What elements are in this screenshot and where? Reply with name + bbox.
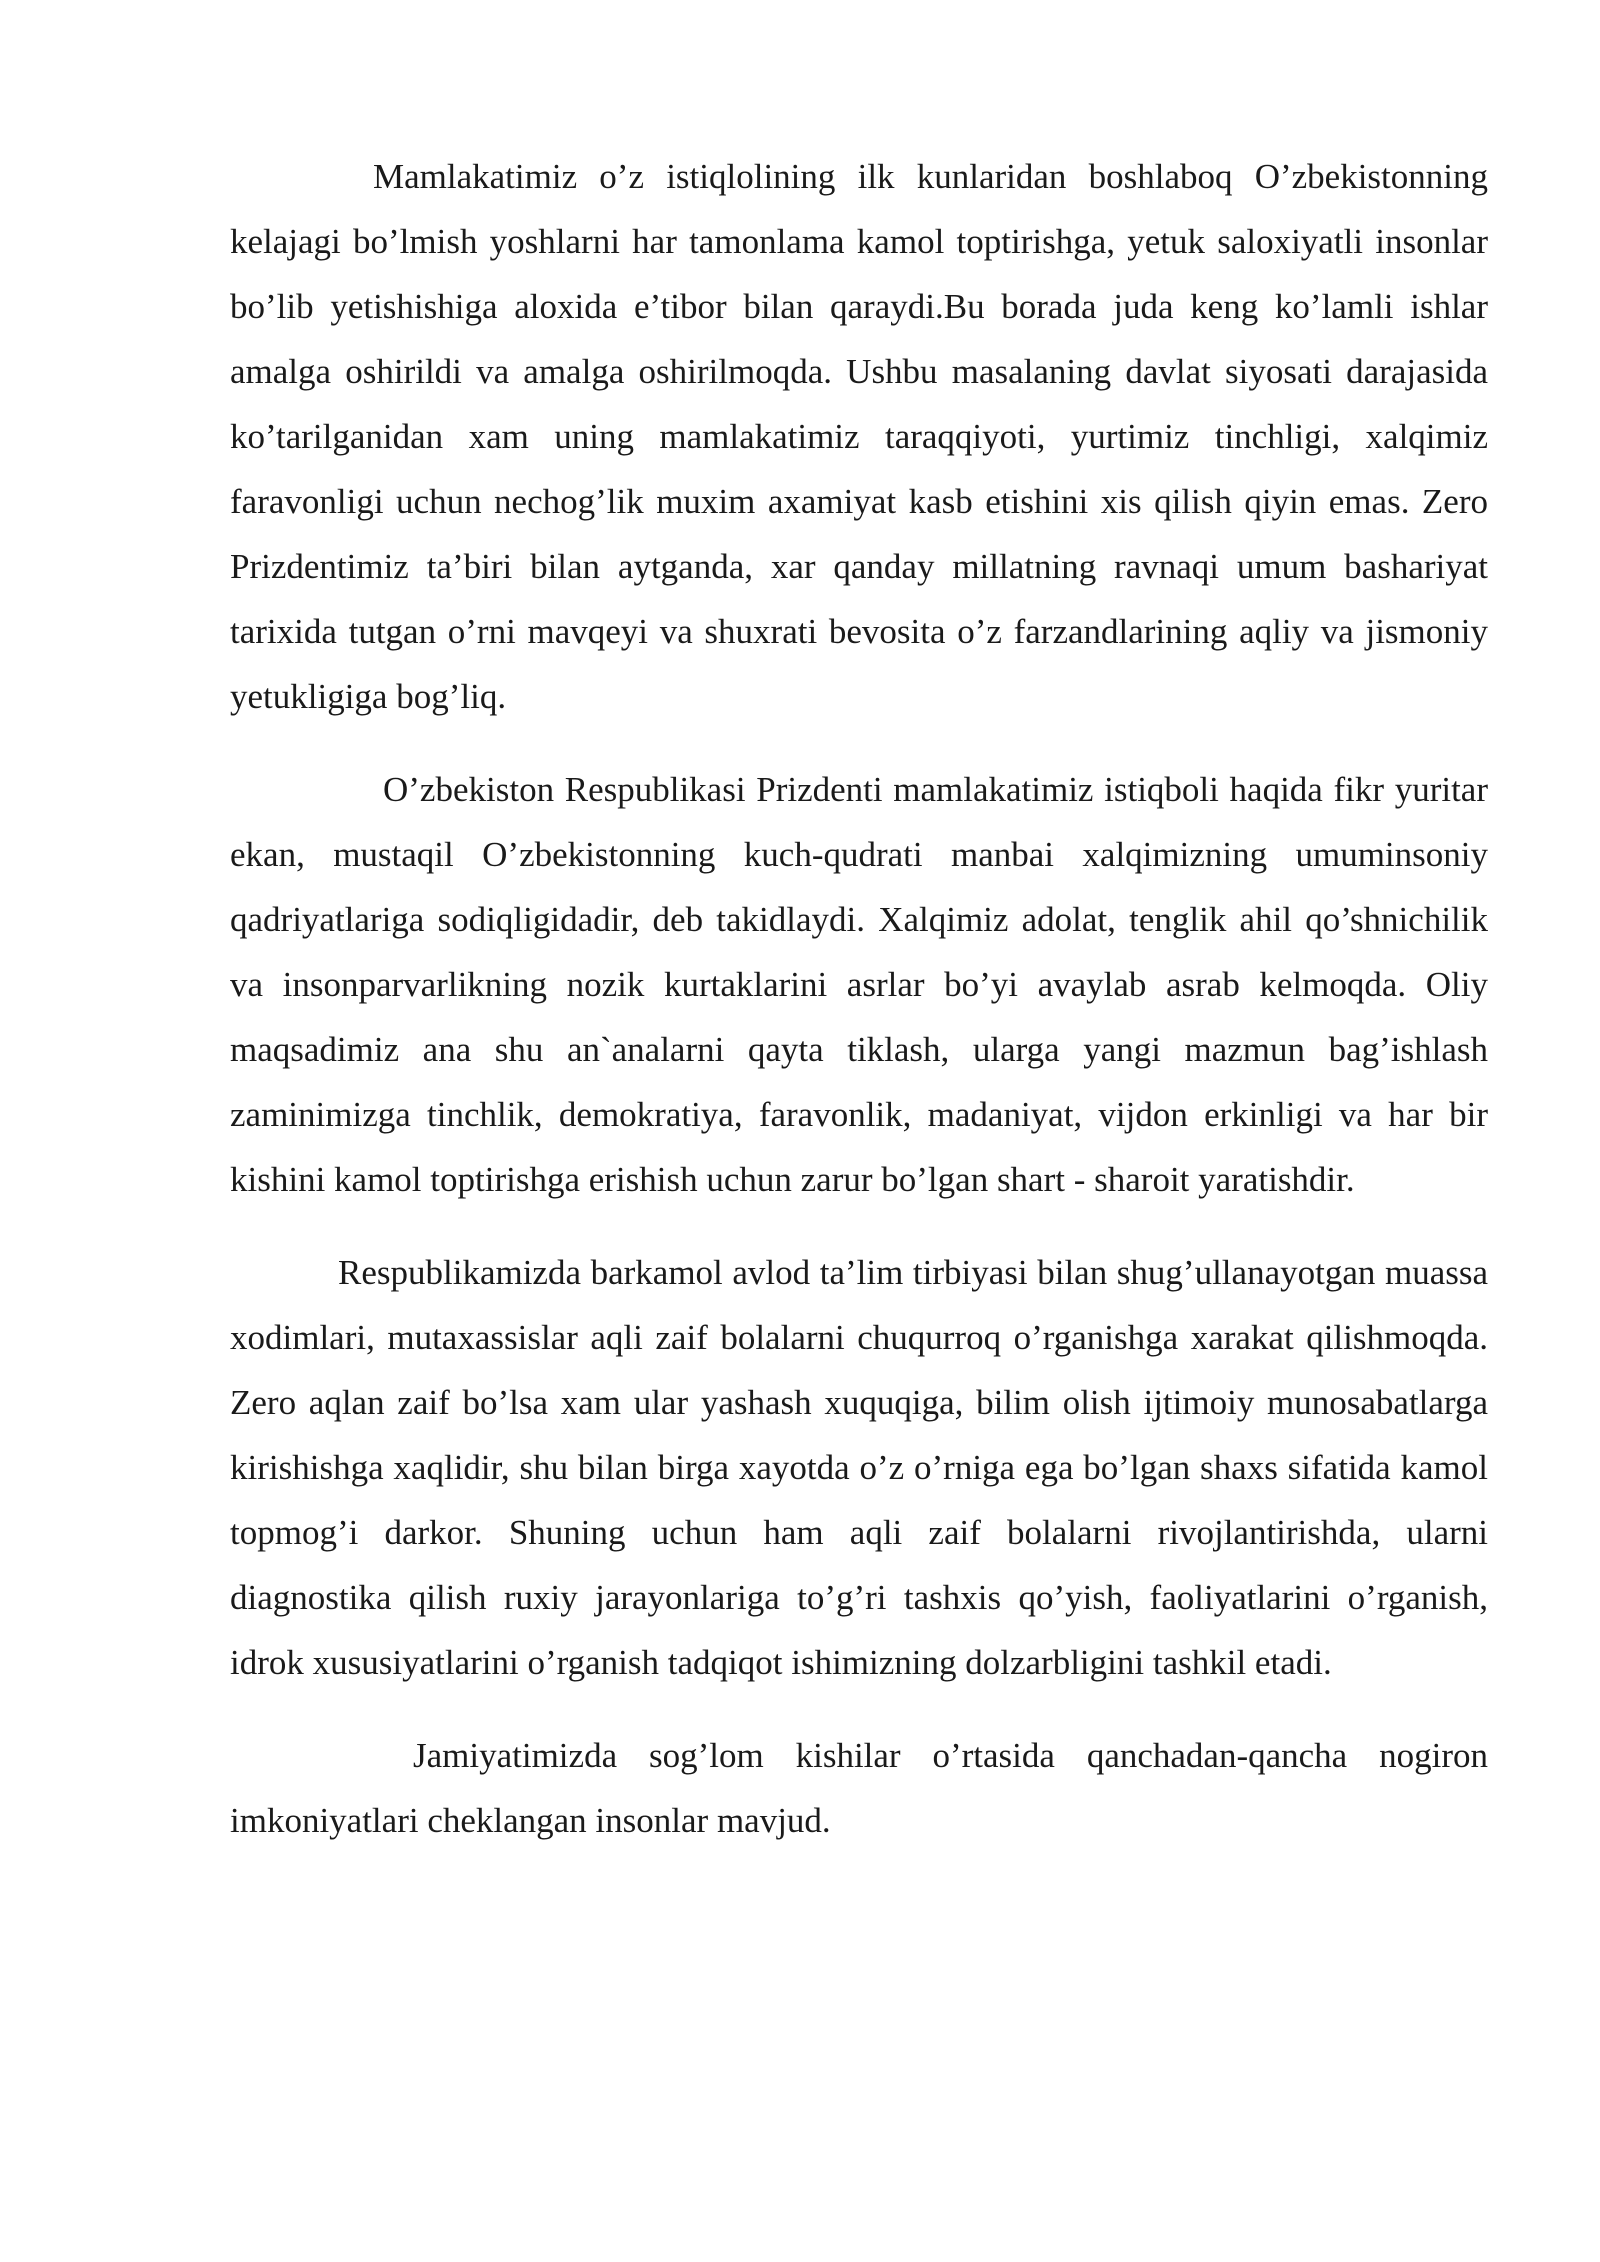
paragraph-2: O’zbekiston Respublikasi Prizdenti mamlakatimiz istiqboli haqida fikr yuritar ekan, mustaqil O’zbekistonning kuch-qudrati manbai xalqimizning umuminsoniy qadriyatlariga sodiqligidadir, deb takidlaydi. Xalqimiz adolat, tenglik ahil qo’shnichilik va insonparvarlikning nozik kurtaklarini asrlar bo’yi avaylab asrab kelmoqda. Oliy maqsadimiz ana shu an`analarni qayta tiklash, ularga yangi mazmun bag’ishlash zaminimizga tinchlik, demokratiya, faravonlik, madaniyat, vijdon erkinligi va har bir kishini kamol toptirishga erishish uchun zarur bo’lgan shart - sharoit yaratishdir. (230, 770, 1488, 1199)
paragraph-1: Mamlakatimiz o’z istiqlolining ilk kunlaridan boshlaboq O’zbekistonning kelajagi bo’lmish yoshlarni har tamonlama kamol toptirishga, yetuk saloxiyatli insonlar bo’lib yetishishiga aloxida e’tibor bilan qaraydi.Bu borada juda keng ko’lamli ishlar amalga oshirildi va amalga oshirilmoqda. Ushbu masalaning davlat siyosati darajasida ko’tarilganidan xam uning mamlakatimiz taraqqiyoti, yurtimiz tinchligi, xalqimiz faravonligi uchun nechog’lik muxim axamiyat kasb etishini xis qilish qiyin emas. Zero Prizdentimiz ta’biri bilan aytganda, xar qanday millatning ravnaqi umum bashariyat tarixida tutgan o’rni mavqeyi va shuxrati bevosita o’z farzandlarining aqliy va jismoniy yetukligiga bog’liq. (230, 157, 1488, 716)
document-body (230, 144, 1488, 1881)
paragraph-3: Respublikamizda barkamol avlod ta’lim tirbiyasi bilan shug’ullanayotgan muassa xodimlari, mutaxassislar aqli zaif bolalarni chuqurroq o’rganishga xarakat qilishmoqda. Zero aqlan zaif bo’lsa xam ular yashash xuquqiga, bilim olish ijtimoiy munosabatlarga kirishishga xaqlidir, shu bilan birga xayotda o’z o’rniga ega bo’lgan shaxs sifatida kamol topmog’i darkor. Shuning uchun ham aqli zaif bolalarni rivojlantirishda, ularni diagnostika qilish ruxiy jarayonlariga to’g’ri tashxis qo’yish, faoliyatlarini o’rganish, idrok xususiyatlarini o’rganish tadqiqot ishimizning dolzarbligini tashkil etadi. (230, 1253, 1488, 1682)
paragraph-4: Jamiyatimizda sog’lom kishilar o’rtasida qanchadan-qancha nogiron imkoniyatlari cheklangan insonlar mavjud. (230, 1736, 1488, 1840)
